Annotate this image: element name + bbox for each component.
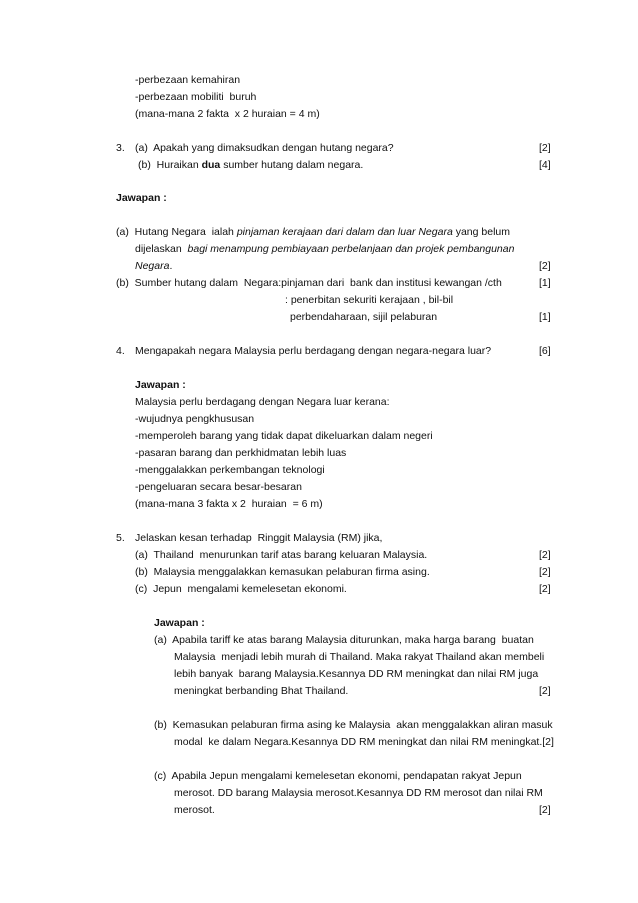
- question-5: Jelaskan kesan terhadap Ringgit Malaysia (RM) jika,: [135, 532, 383, 544]
- answer-4-line: -menggalakkan perkembangan teknologi: [135, 464, 325, 476]
- question-5c: (c) Jepun mengalami kemelesetan ekonomi.: [135, 583, 347, 595]
- question-3b: (b) Huraikan dua sumber hutang dalam negara.: [138, 159, 364, 171]
- answer-5b-line: modal ke dalam Negara.Kesannya DD RM meningkat dan nilai RM meningkat.[2]: [174, 736, 554, 748]
- answer-3b-line: : penerbitan sekuriti kerajaan , bil-bil: [285, 294, 454, 306]
- mark: [2]: [539, 260, 551, 272]
- answer-3a-line: (a) Hutang Negara ialah pinjaman kerajaan dari dalam dan luar Negara yang belum: [116, 226, 510, 238]
- answer-5a-line: meningkat berbanding Bhat Thailand.: [174, 685, 349, 697]
- answer-3a-line: Negara.: [135, 260, 173, 272]
- answer-5a-line: Malaysia menjadi lebih murah di Thailand. Maka rakyat Thailand akan membeli: [174, 651, 545, 663]
- question-5a: (a) Thailand menurunkan tarif atas barang keluaran Malaysia.: [135, 549, 428, 561]
- answer-4-line: -pengeluaran secara besar-besaran: [135, 481, 302, 493]
- intro-line: -perbezaan mobiliti buruh: [135, 91, 257, 103]
- mark: [2]: [539, 549, 551, 561]
- question-4: Mengapakah negara Malaysia perlu berdagang dengan negara-negara luar?: [135, 345, 492, 357]
- answer-4-line: -pasaran barang dan perkhidmatan lebih luas: [135, 447, 347, 459]
- intro-line: -perbezaan kemahiran: [135, 74, 241, 86]
- answer-5a-line: lebih banyak barang Malaysia.Kesannya DD RM meningkat dan nilai RM juga: [174, 668, 539, 680]
- answer-4-line: -memperoleh barang yang tidak dapat dikeluarkan dalam negeri: [135, 430, 433, 442]
- answer-3b-line: perbendaharaan, sijil pelaburan: [290, 311, 438, 323]
- answer-4-line: -wujudnya pengkhususan: [135, 413, 255, 425]
- answer-5c-line: merosot. DD barang Malaysia merosot.Kesannya DD RM merosot dan nilai RM: [174, 787, 543, 799]
- mark: [1]: [539, 277, 551, 289]
- question-number: 3.: [116, 142, 125, 154]
- answer-5a-line: (a) Apabila tariff ke atas barang Malaysia diturunkan, maka harga barang buatan: [154, 634, 534, 646]
- question-number: 5.: [116, 532, 125, 544]
- jawapan-heading: Jawapan :: [135, 379, 186, 391]
- answer-4-line: (mana-mana 3 fakta x 2 huraian = 6 m): [135, 498, 323, 510]
- mark: [4]: [539, 159, 551, 171]
- answer-4-line: Malaysia perlu berdagang dengan Negara luar kerana:: [135, 396, 390, 408]
- intro-line: (mana-mana 2 fakta x 2 huraian = 4 m): [135, 108, 320, 120]
- answer-3b-line: (b) Sumber hutang dalam Negara:pinjaman dari bank dan institusi kewangan /cth: [116, 277, 502, 289]
- mark: [6]: [539, 345, 551, 357]
- mark: [2]: [539, 566, 551, 578]
- mark: [2]: [539, 804, 551, 816]
- answer-5c-line: (c) Apabila Jepun mengalami kemelesetan ekonomi, pendapatan rakyat Jepun: [154, 770, 522, 782]
- mark: [2]: [539, 685, 551, 697]
- mark: [1]: [539, 311, 551, 323]
- jawapan-heading: Jawapan :: [116, 192, 167, 204]
- question-5b: (b) Malaysia menggalakkan kemasukan pelaburan firma asing.: [135, 566, 430, 578]
- answer-5b-line: (b) Kemasukan pelaburan firma asing ke Malaysia akan menggalakkan aliran masuk: [154, 719, 553, 731]
- mark: [2]: [539, 583, 551, 595]
- question-3a: (a) Apakah yang dimaksudkan dengan hutang negara?: [135, 142, 394, 154]
- answer-3a-line: dijelaskan bagi menampung pembiayaan perbelanjaan dan projek pembangunan: [135, 243, 515, 255]
- question-number: 4.: [116, 345, 125, 357]
- answer-5c-line: merosot.: [174, 804, 215, 816]
- jawapan-heading: Jawapan :: [154, 617, 205, 629]
- mark: [2]: [539, 142, 551, 154]
